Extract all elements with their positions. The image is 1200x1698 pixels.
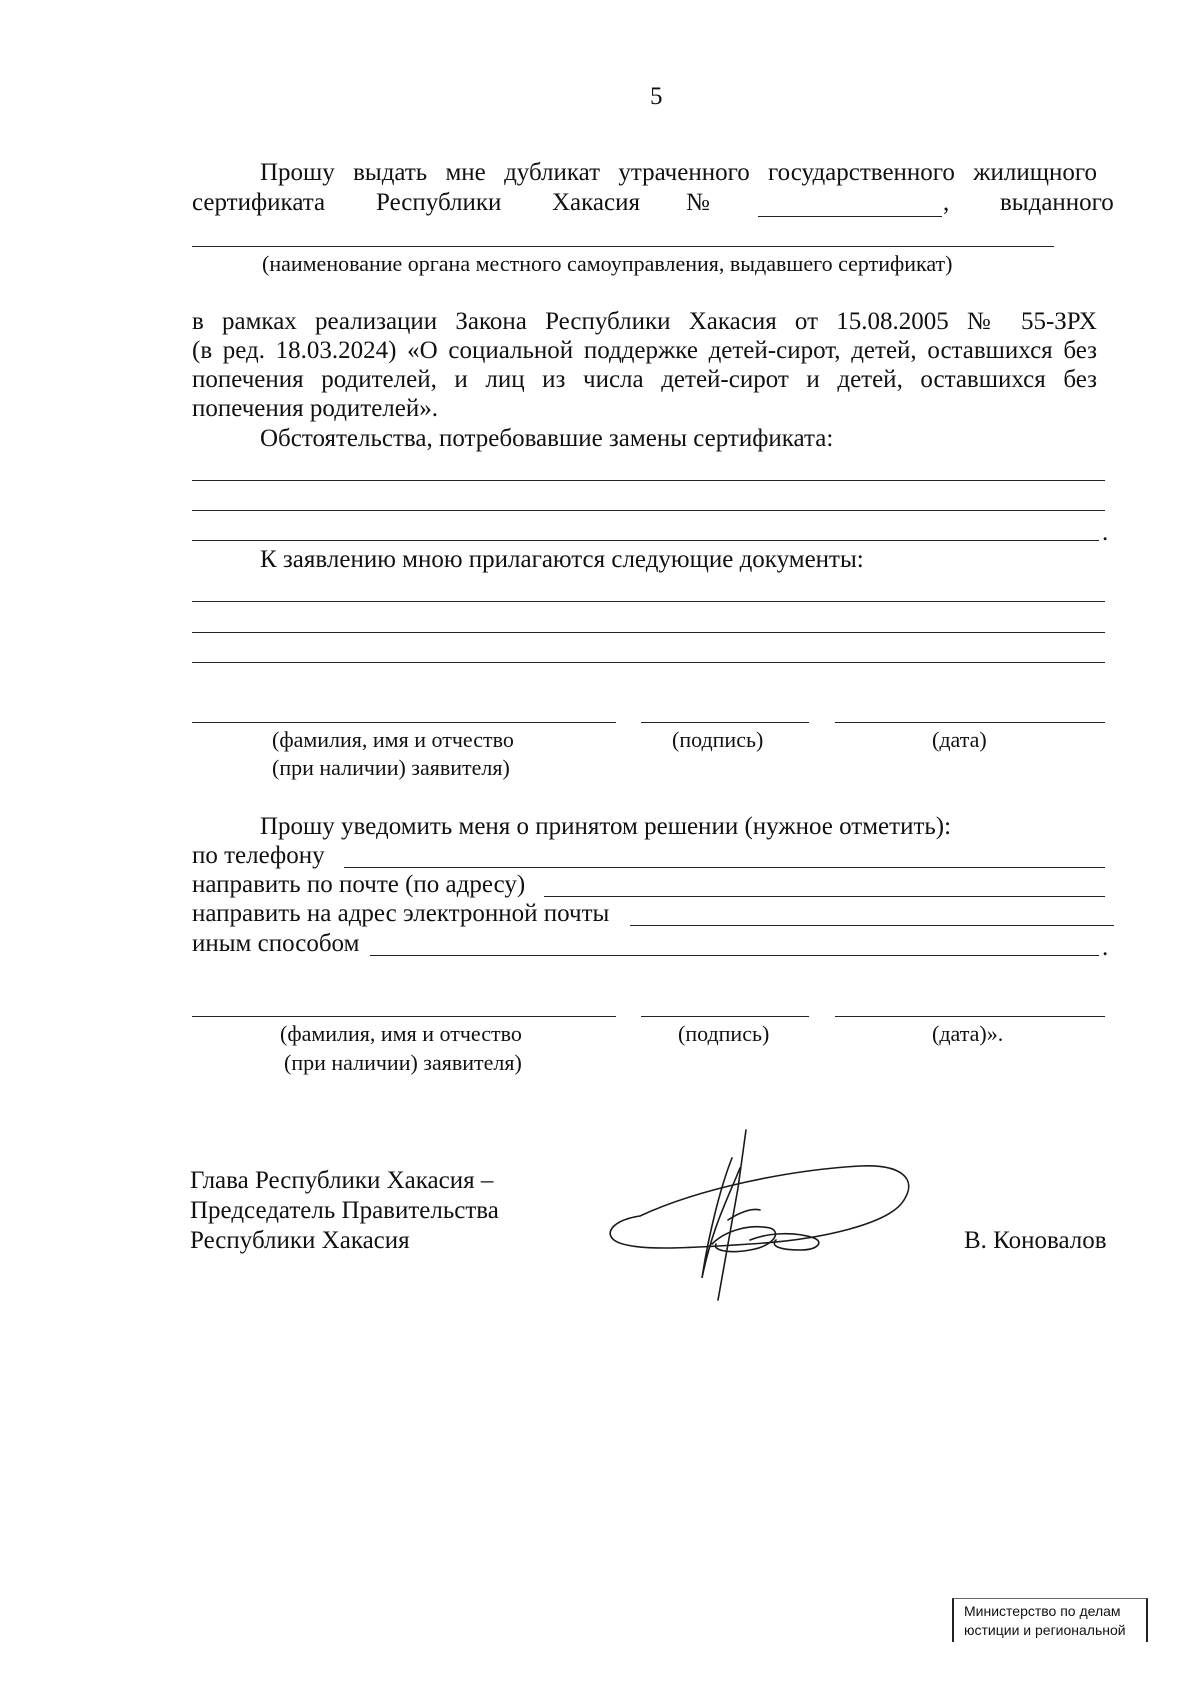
- handwritten-signature: [600, 1128, 920, 1308]
- notify-post-label: направить по почте (по адресу): [192, 871, 526, 898]
- notify-post-field[interactable]: [544, 896, 1105, 897]
- law-line-1: в рамках реализации Закона Республики Хакасия от 15.08.2005 № 55-ЗРХ: [192, 308, 1097, 335]
- signature-caption-1: (подпись): [672, 727, 764, 752]
- applicant-name-field-2[interactable]: [192, 1016, 616, 1017]
- law-line-2: (в ред. 18.03.2024) «О социальной поддержке детей-сирот, детей, оставшихся без: [192, 337, 1097, 364]
- circumstances-period: .: [1102, 519, 1109, 546]
- circumstances-line-2[interactable]: [192, 510, 1105, 511]
- applicant-name-caption-2: (при наличии) заявителя): [272, 755, 510, 780]
- request-word-certificate: сертификата: [192, 189, 326, 216]
- law-line-3: попечения родителей, и лиц из числа детей-сирот и детей, оставшихся без: [192, 366, 1097, 393]
- circumstances-label: Обстоятельства, потребовавшие замены сертификата:: [260, 425, 834, 452]
- notify-other-period: .: [1102, 934, 1109, 961]
- request-number-sign: №: [686, 189, 710, 216]
- issuing-authority-field[interactable]: [192, 246, 1054, 247]
- circumstances-line-1[interactable]: [192, 480, 1105, 481]
- page-number: 5: [650, 83, 663, 110]
- notify-email-field[interactable]: [630, 925, 1114, 926]
- documents-line-3[interactable]: [192, 662, 1105, 663]
- documents-line-2[interactable]: [192, 632, 1105, 633]
- date-caption-1: (дата): [932, 727, 987, 752]
- official-position-1: Глава Республики Хакасия –: [190, 1167, 494, 1194]
- circumstances-line-3[interactable]: [192, 540, 1099, 541]
- official-position-3: Республики Хакасия: [190, 1227, 410, 1254]
- signature-caption-2: (подпись): [678, 1021, 770, 1046]
- official-position-2: Председатель Правительства: [190, 1197, 499, 1224]
- applicant-name-caption-1: (фамилия, имя и отчество: [272, 727, 514, 752]
- applicant-name-caption-3: (фамилия, имя и отчество: [280, 1021, 522, 1046]
- request-word-khakassia: Хакасия: [552, 189, 640, 216]
- signature-field-2[interactable]: [641, 1016, 809, 1017]
- documents-line-1[interactable]: [192, 601, 1105, 602]
- applicant-name-caption-4: (при наличии) заявителя): [284, 1050, 522, 1075]
- official-name: В. Коновалов: [964, 1227, 1107, 1254]
- stamp-line-1: Министерство по делам: [964, 1603, 1121, 1619]
- applicant-name-field-1[interactable]: [192, 722, 616, 723]
- notify-heading: Прошу уведомить меня о принятом решении (нужное отметить):: [260, 813, 952, 840]
- law-line-4: попечения родителей».: [192, 395, 439, 422]
- request-word-republic: Республики: [376, 189, 502, 216]
- notify-other-field[interactable]: [370, 955, 1099, 956]
- certificate-number-field[interactable]: [758, 216, 942, 217]
- ministry-stamp: [952, 1598, 1148, 1642]
- notify-other-label: иным способом: [192, 930, 360, 957]
- date-caption-2: (дата)».: [932, 1021, 1004, 1046]
- documents-label: К заявлению мною прилагаются следующие документы:: [260, 546, 864, 573]
- date-field-1[interactable]: [835, 722, 1105, 723]
- request-word-issued: выданного: [1000, 189, 1114, 216]
- date-field-2[interactable]: [835, 1016, 1105, 1017]
- request-line-1: Прошу выдать мне дубликат утраченного государственного жилищного: [260, 159, 1097, 186]
- notify-phone-label: по телефону: [192, 842, 325, 869]
- stamp-line-2: юстиции и региональной: [964, 1622, 1126, 1638]
- issuing-authority-caption: (наименование органа местного самоуправления, выдавшего сертификат): [262, 251, 953, 276]
- notify-email-label: направить на адрес электронной почты: [192, 900, 610, 927]
- request-comma: ,: [943, 189, 950, 216]
- notify-phone-field[interactable]: [344, 867, 1105, 868]
- signature-field-1[interactable]: [641, 722, 809, 723]
